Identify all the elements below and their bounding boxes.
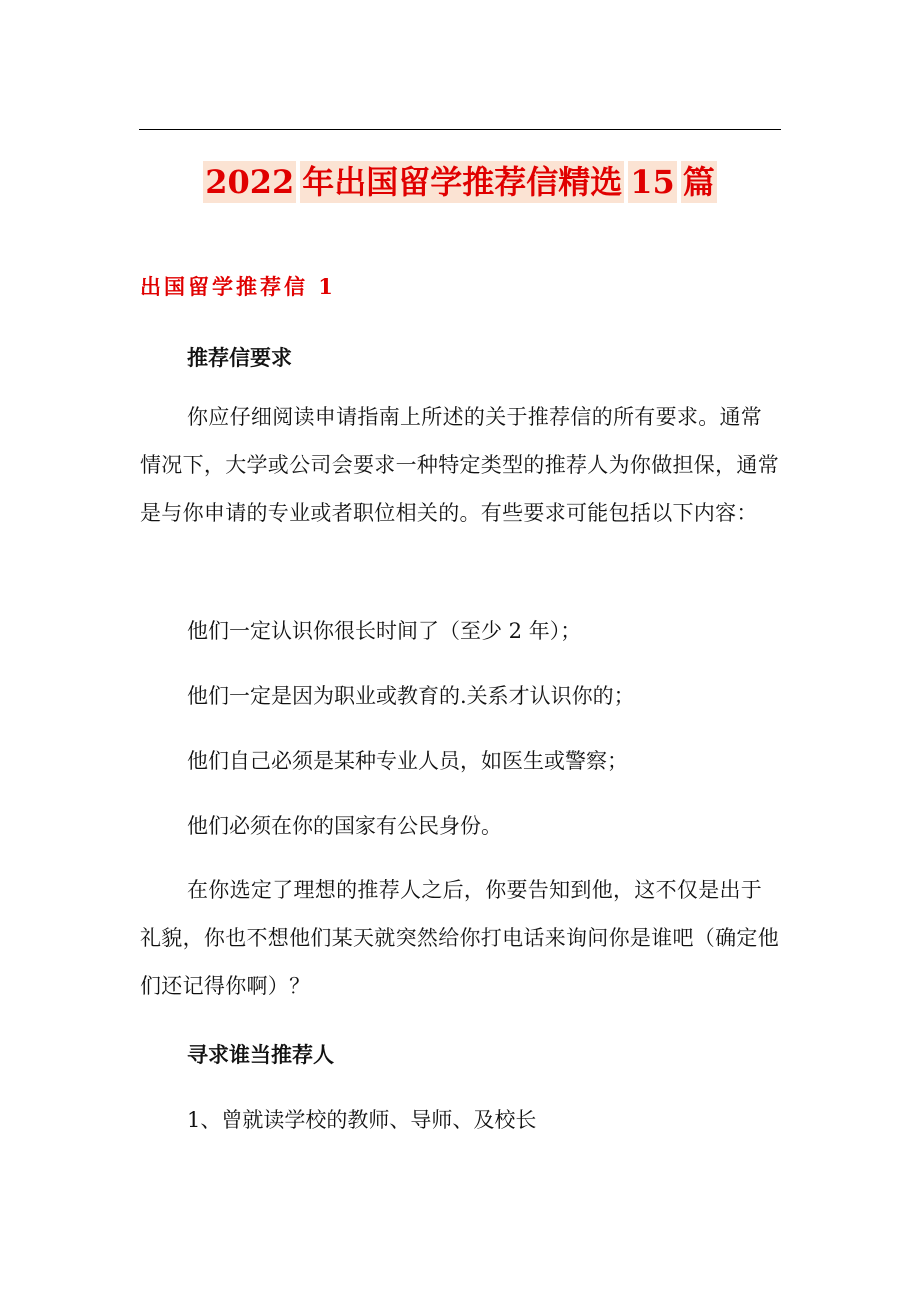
paragraph-notify-referee: 在你选定了理想的推荐人之后，你要告知到他，这不仅是出于礼貌，你也不想他们某天就突然给你打电话来询问你是谁吧（确定他们还记得你啊）？ (140, 878, 779, 998)
top-rule (139, 129, 781, 130)
requirement-item: 他们自己必须是某种专业人员，如医生或警察； (187, 749, 628, 773)
document-title (0, 156, 920, 208)
title-suffix: 篇 (682, 163, 715, 201)
referee-list-item: 1、曾就读学校的教师、导师、及校长 (187, 1108, 537, 1132)
section-heading: 出国留学推荐信 1 (140, 274, 336, 299)
paragraph-requirements: 你应仔细阅读申请指南上所述的关于推荐信的所有要求。通常情况下，大学或公司会要求一种特定类型的推荐人为你做担保，通常是与你申请的专业或者职位相关的。有些要求可能包括以下内容： (140, 405, 779, 525)
referee-heading: 寻求谁当推荐人 (187, 1042, 334, 1067)
title-count: 15 (630, 163, 675, 201)
requirement-item: 他们必须在你的国家有公民身份。 (187, 814, 502, 838)
title-year: 2022 (205, 163, 295, 201)
requirements-heading: 推荐信要求 (187, 345, 292, 370)
requirement-item: 他们一定是因为职业或教育的.关系才认识你的； (187, 684, 635, 708)
requirement-item: 他们一定认识你很长时间了（至少 2 年）； (187, 619, 582, 643)
title-text: 年出国留学推荐信精选 (302, 163, 623, 201)
